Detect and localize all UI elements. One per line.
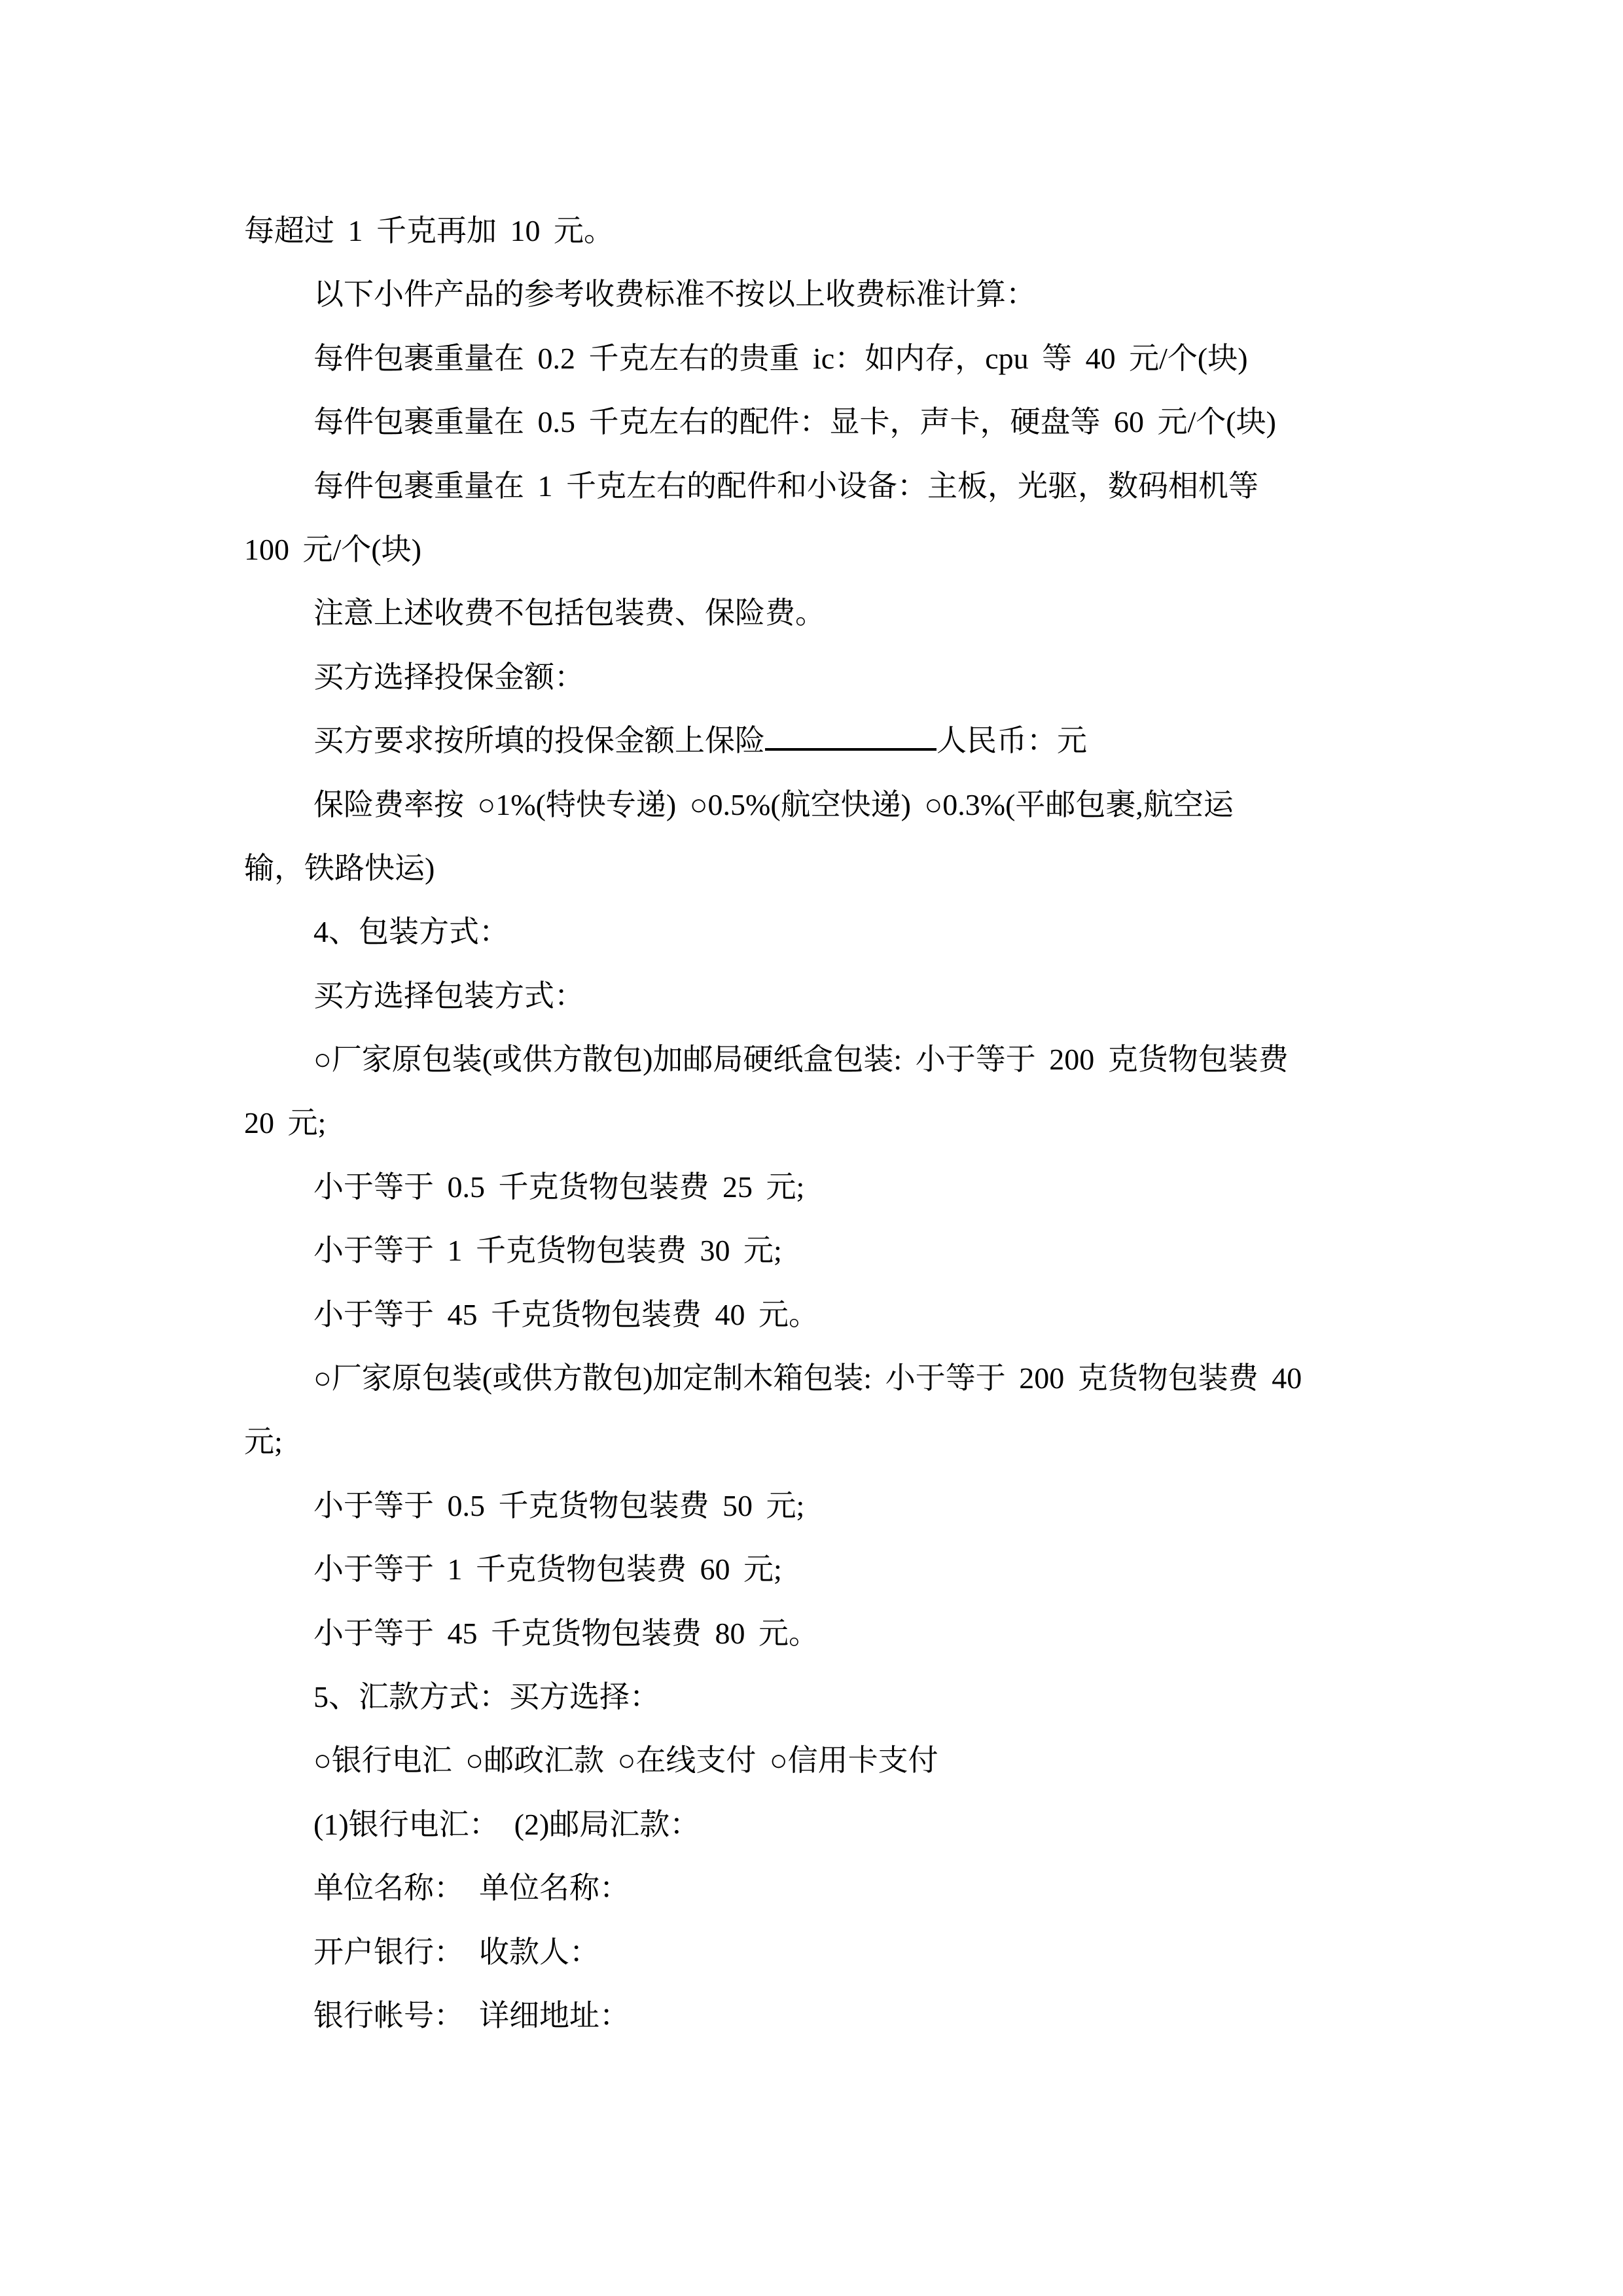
document-line: 小于等于 1 千克货物包装费 60 元; [313,1552,782,1587]
document-line: 买方选择包装方式： [313,978,584,1013]
insurance-amount-text-pre: 买方要求按所填的投保金额上保险 [313,724,765,758]
document-line: 小于等于 0.5 千克货物包装费 50 元; [313,1488,805,1522]
document-line: 20 元; [244,1106,327,1140]
document-line: 单位名称： 单位名称： [313,1871,630,1905]
document-line: 每件包裹重量在 0.5 千克左右的配件：显卡，声卡，硬盘等 60 元/个(块) [313,405,1276,439]
document-line: ○银行电汇 ○邮政汇款 ○在线支付 ○信用卡支付 [313,1744,938,1778]
document-line: 买方选择投保金额： [313,660,584,694]
document-line: 银行帐号： 详细地址： [313,1998,630,2032]
document-line: 每件包裹重量在 0.2 千克左右的贵重 ic：如内存，cpu 等 40 元/个(块) [313,341,1248,375]
document-line: (1)银行电汇： (2)邮局汇款： [313,1807,700,1841]
document-line: 以下小件产品的参考收费标准不按以上收费标准计算： [313,278,1036,312]
document-line: 小于等于 45 千克货物包装费 40 元。 [313,1297,819,1331]
document-line: ○厂家原包装(或供方散包)加定制木箱包装: 小于等于 200 克货物包装费 40 [313,1361,1302,1395]
document-line: 4、包装方式： [313,915,509,949]
document-line: 开户银行： 收款人： [313,1935,599,1969]
document-line: 5、汇款方式：买方选择： [313,1679,660,1713]
document-line: 100 元/个(块) [244,532,421,566]
document-line: 元; [244,1425,283,1459]
document-line: 小于等于 45 千克货物包装费 80 元。 [313,1616,819,1650]
document-line [244,709,1422,772]
document-line: 保险费率按 ○1%(特快专递) ○0.5%(航空快递) ○0.3%(平邮包裹,航空运 [313,787,1234,821]
fill-in-blank-underline [765,748,936,751]
document-line: 注意上述收费不包括包装费、保险费。 [313,596,825,630]
insurance-amount-text-post: 人民币：元 [936,724,1087,758]
document-line: 小于等于 1 千克货物包装费 30 元; [313,1234,782,1268]
document-content [244,199,1422,2047]
document-line: 小于等于 0.5 千克货物包装费 25 元; [313,1170,805,1204]
document-line: ○厂家原包装(或供方散包)加邮局硬纸盒包装: 小于等于 200 克货物包装费 [313,1043,1289,1077]
document-line: 每超过 1 千克再加 10 元。 [244,214,614,247]
document-line: 每件包裹重量在 1 千克左右的配件和小设备：主板，光驱，数码相机等 [313,469,1258,503]
document-line: 输，铁路快运) [244,851,435,885]
